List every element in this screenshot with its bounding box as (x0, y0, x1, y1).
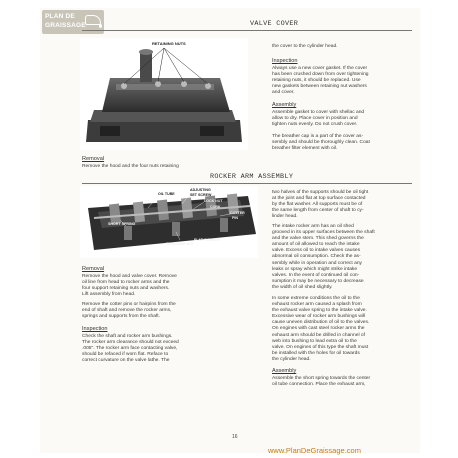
rocker-assembly-title: Assembly (272, 368, 297, 374)
rocker-assembly-text: Assemble the short spring towards the center oil tube connection. Place the exhaust arm, (272, 376, 371, 388)
rocker-inspection-text: Check the shaft and rocker arm bushings. The rocker arm clearance should not exceed .005". The rocker arm face contacting valve, should be refaced if worn flat. Reface to correct curvature on the valve lathe. The (82, 334, 179, 364)
rocker-right-para-3: In some extreme conditions the oil to the exhaust rocker arm caused a splash from the exhaust valve spring to the intake valve. Excessive wear of rocker arm bushings will cause uneven distribution of oil to the valves. On engines with cast steel rocker arms the exhaust arm should be drilled in channel of web into bushing to lead extra oil to the valve. On engines of this type the shaft must be installed with the holes for oil towards the cylinder head. (272, 296, 370, 362)
rocker-arm-heading: ROCKER ARM ASSEMBLY (210, 173, 294, 181)
short-spring-callout: SHORT SPRING (108, 222, 136, 226)
rocker-right-para-2: The intake rocker arm has an oil shed grooved in its upper surfaces between the shaft and the valve stem. This shed governs the amount of oil allowed to reach the intake valve. Excess oil to intake valves causes abnormal oil consumption. Check the as- sembly while in operation and correct any leaks or spray which might strike intake valves. In the event of continued oil con- sumption it may be necessary to decrease the width of oil shed slightly. (272, 224, 375, 290)
logo-line-2: GRAISSAGE (45, 22, 86, 29)
rocker-arm-rule (82, 183, 412, 184)
retaining-nuts-callout: RETAINING NUTS (152, 41, 186, 46)
valve-cover-heading: VALVE COVER (250, 20, 299, 28)
oil-drop-icon (99, 24, 102, 28)
rocker-removal-text: Remove the hood and valve cover. Remove oil line from head to rocker arms and the four support retaining nuts and washers. Lift assembly from head. (82, 274, 177, 298)
rocker-right-intro: two halves of the supports should be oil tight at the joint and flat at top surface contacted by the flat washer. All supports must be of the same length from center of shaft to cy- linder head. (272, 190, 369, 220)
valve-cover-inspection-text: Always use a new cover gasket. If the cover has been crushed down from over tightening retaining nuts, it should be replaced. Use new gaskets between retaining nut washers and cover. (272, 66, 369, 96)
rocker-removal-title: Removal (82, 266, 105, 272)
flat-washer-callout: FLAT WASHER (194, 238, 220, 242)
retaining-nut-callout: RETAINING NUT (166, 242, 194, 246)
valve-cover-breather-text: The breather cap is a part of the cover as- sembly and should be thoroughly clean. Coat breather filter element with oil. (272, 134, 370, 152)
lock-nut-callout: LOCK NUT (204, 199, 223, 203)
page-number: 16 (232, 434, 238, 440)
valve-cover-assembly-text: Assemble gasket to cover with shellac and allow to dry. Place cover in position and tighten nuts evenly. Do not crush cover. (272, 110, 365, 128)
rocker-inspection-title: Inspection (82, 326, 108, 332)
valve-cover-photo (80, 38, 248, 150)
rocker-removal-text-2: Remove the cotter pins or hairpins from the end of shaft and remove the rocker arms, springs and supports from the shaft. (82, 302, 176, 320)
cork-callout: CORK (210, 205, 221, 209)
pin-callout: PIN (232, 216, 238, 220)
valve-cover-inspection-title: Inspection (272, 58, 298, 64)
logo-line-1: PLAN DE (45, 13, 75, 20)
manual-page (40, 8, 420, 453)
oil-tube-callout: OIL TUBE (158, 192, 175, 196)
valve-cover-removal-text: Remove the hood and the four nuts retaining (82, 164, 179, 169)
set-screw-callout: SET SCREW (190, 193, 212, 197)
adjusting-callout: ADJUSTING (190, 188, 211, 192)
valve-cover-rule (82, 30, 412, 31)
valve-cover-removal-title: Removal (82, 156, 105, 162)
valve-cover-continued-text: the cover to the cylinder head. (272, 44, 338, 49)
cotter-callout: COTTER (230, 211, 245, 215)
watermark-link[interactable]: www.PlanDeGraissage.com (268, 446, 361, 455)
rocker-arm-photo (80, 186, 258, 258)
valve-cover-assembly-title: Assembly (272, 102, 297, 108)
